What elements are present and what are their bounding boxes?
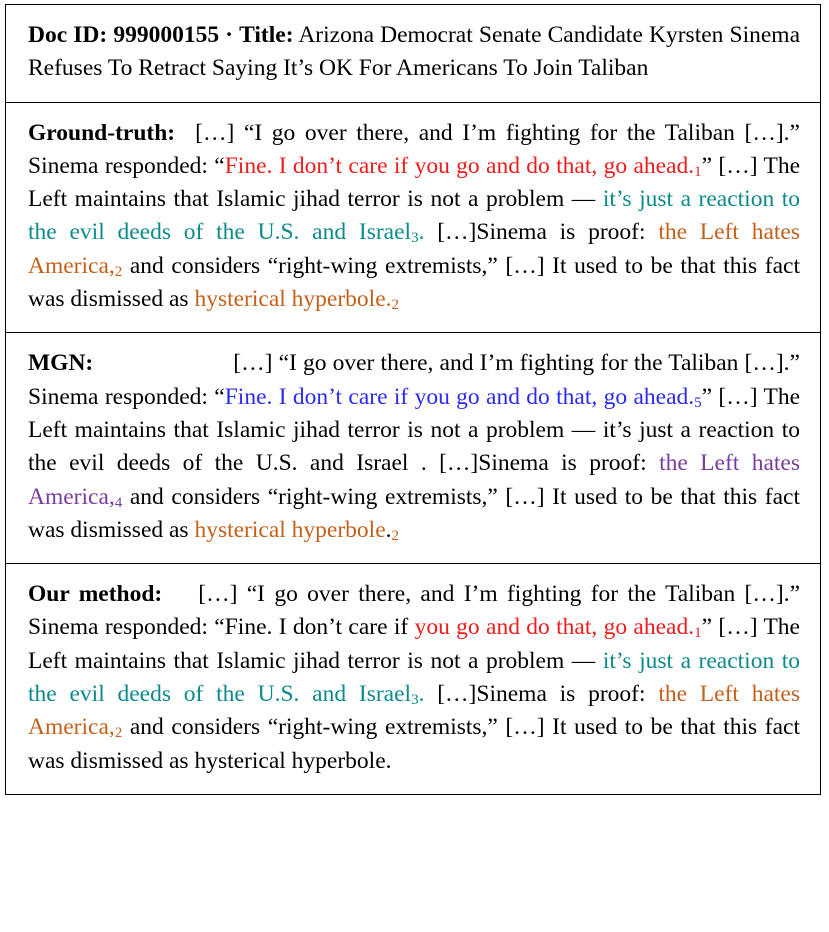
our-method-highlight-1-index: 1 [694, 625, 702, 642]
mgn-highlight-3: the Left hates America, [28, 450, 800, 510]
ground-truth-text-2: ” […] The Left maintains that Islamic jihad terror is not a problem — [28, 152, 801, 213]
ground-truth-highlight-2-index: 3 [411, 230, 419, 247]
doc-header-cell [6, 5, 820, 103]
comparison-table [5, 4, 821, 795]
mgn-label: MGN: [28, 350, 94, 377]
our-method-cell [6, 564, 820, 794]
doc-id-label: Doc ID: [28, 22, 108, 48]
title-label: Title: [239, 22, 294, 48]
our-method-label: Our method: [28, 581, 163, 608]
mgn-highlight-1: Fine. I don’t care if you go and do that, go ahead. [224, 383, 695, 410]
mgn-cell [6, 333, 820, 564]
our-method-highlight-2-end: . [418, 681, 425, 708]
doc-id-value: 999000155 [113, 22, 220, 48]
ground-truth-highlight-2-end: . [418, 219, 425, 246]
mgn-highlight-3-index: 4 [114, 494, 123, 511]
mgn-text-2: ” […] The Left maintains that Islamic jihad terror is not a problem — it’s just a reaction to the evil deeds of the U.S. and Israel . […]Sinema is proof: [28, 383, 801, 477]
our-method-highlight-1: you go and do that, go ahead. [414, 614, 695, 641]
our-method-text-1: […] “I go over there, and I’m fighting for the Taliban […].” Sinema responded: “Fine. I don’t care if [28, 581, 800, 641]
ground-truth-text-3: […]Sinema is proof: [424, 219, 659, 246]
our-method-highlight-3-index: 2 [114, 725, 123, 742]
our-method-text-2: ” […] The Left maintains that Islamic jihad terror is not a problem — [28, 614, 800, 674]
ground-truth-text-1: […] “I go over there, and I’m fighting for the Taliban […].” Sinema responded: “ [28, 119, 800, 179]
mgn-highlight-4: hysterical hyperbole [194, 516, 386, 543]
ground-truth-highlight-3: the Left hates America, [28, 219, 800, 279]
doc-title: Arizona Democrat Senate Candidate Kyrsten Sinema Refuses To Retract Saying It’s OK For Americans To Join Taliban [28, 22, 800, 82]
ground-truth-highlight-4: hysterical hyperbole. [194, 286, 392, 313]
separator-dot: · [225, 22, 234, 48]
mgn-text-4: and considers “right-wing extremists,” […] It used to be that this fact was dismissed as [28, 483, 800, 543]
ground-truth-highlight-1-index: 1 [694, 163, 702, 180]
our-method-text-3: […]Sinema is proof: [424, 681, 659, 708]
ground-truth-highlight-1: Fine. I don’t care if you go and do that, go ahead. [224, 152, 695, 179]
mgn-highlight-4-end: . [385, 516, 392, 543]
our-method-highlight-2-index: 3 [411, 692, 419, 709]
ground-truth-highlight-4-index: 2 [391, 297, 400, 314]
ground-truth-text-4: and considers “right-wing extremists,” […] It used to be that this fact was dismissed as [28, 252, 800, 313]
our-method-highlight-2: it’s just a reaction to the evil deeds of the U.S. and Israel [28, 647, 800, 708]
mgn-text-1: […] “I go over there, and I’m fighting for the Taliban […].” Sinema responded: “ [28, 350, 800, 410]
our-method-text-4: and considers “right-wing extremists,” […] It used to be that this fact was dismissed as hysterical hyperbole. [28, 714, 800, 774]
mgn-highlight-1-index: 5 [694, 394, 702, 411]
ground-truth-highlight-3-index: 2 [114, 263, 123, 280]
ground-truth-highlight-2: it’s just a reaction to the evil deeds of the U.S. and Israel [28, 186, 800, 246]
ground-truth-cell [6, 103, 820, 334]
ground-truth-label: Ground-truth: [28, 119, 176, 146]
mgn-highlight-4-index: 2 [391, 527, 400, 544]
our-method-highlight-3: the Left hates America, [28, 681, 800, 741]
